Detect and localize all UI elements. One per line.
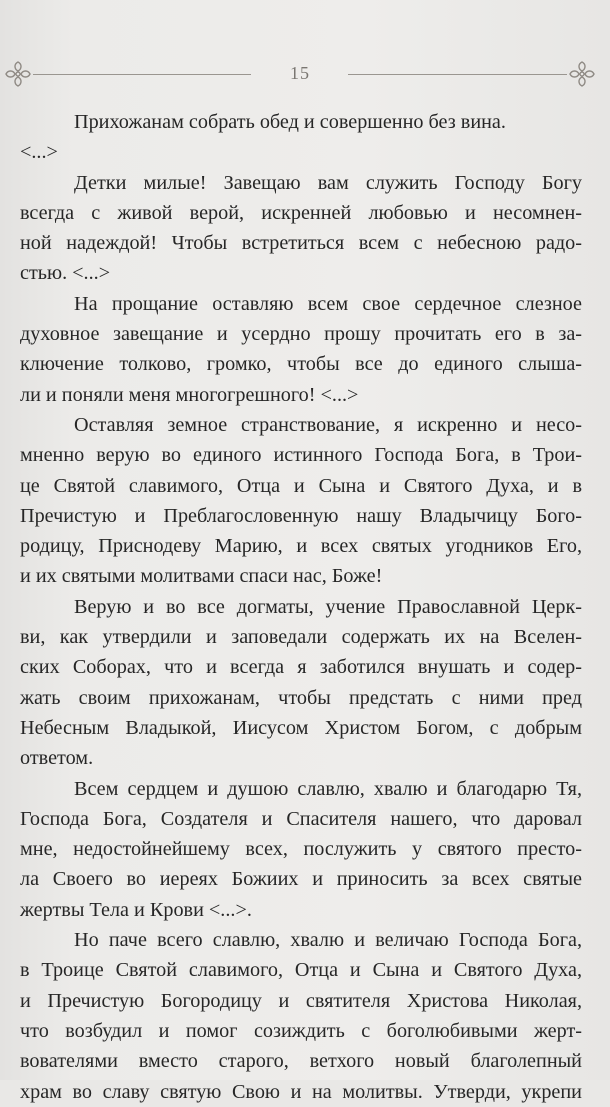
text-line: ли и поняли меня многогрешного! <...> [20,383,359,406]
text-line: храм во славу святую Свою и на молитвы. Утверди, укрепи [20,1080,582,1103]
text-line: что возбудил и помог созиждить с боголюбивыми жерт- [20,1019,582,1042]
text-line: и их святыми молитвами спаси нас, Боже! [20,565,383,588]
text-line: це Святой славимого, Отца и Сына и Святого Духа, и в [20,474,582,497]
text-line: духовное завещание и усердно прошу прочитать его в за- [20,323,582,346]
text-line: Но паче всего славлю, хвалю и величаю Господа Бога, [74,929,582,952]
page-header [0,58,610,90]
text-line: стью. <...> [20,262,111,285]
text-line: родицу, Приснодеву Марию, и всех святых угодников Его, [20,535,582,558]
text-line: мненно верую во единого истинного Господа Бога, в Трои- [20,444,582,467]
text-line: Всем сердцем и душою славлю, хвалю и благодарю Тя, [74,777,582,800]
text-line: мне, недостойнейшему всех, послужить у святого престо- [20,838,582,861]
text-line: в Троице Святой славимого, Отца и Сына и Святого Духа, [20,959,582,982]
text-line: На прощание оставляю всем свое сердечное слезное [74,292,582,315]
text-line: ла Своего во иереях Божиих и приносить за всех святые [20,868,582,891]
text-line: вователями вместо старого, ветхого новый благолепный [20,1050,582,1073]
text-line: ских Соборах, что и всегда я заботился внушать и содер- [20,656,582,679]
page-number: 15 [290,63,310,83]
text-line: Господа Бога, Создателя и Спасителя нашего, что даровал [20,807,582,830]
text-line: ключение толково, громко, чтобы все до единого слыша- [20,353,582,376]
text-line: ви, как утвердили и заповедали содержать их на Вселен- [20,626,582,649]
header-rule-right [348,74,567,75]
text-line: ответом. [20,747,94,770]
text-line: Прихожанам собрать обед и совершенно без вина. [74,111,506,133]
fleuron-ornament-icon [3,58,33,90]
text-line: Пречистую и Преблагословенную нашу Владычицу Бого- [20,504,582,527]
text-line: Оставляя земное странствование, я искренно и несо- [74,413,582,436]
text-line: жертвы Тела и Крови <...>. [20,898,252,921]
text-line: всегда с живой верой, искренней любовью и несомнен- [20,201,582,224]
header-rule-left [33,74,251,75]
fleuron-ornament-icon [567,58,597,90]
text-line: и Пречистую Богородицу и святителя Христова Николая, [20,989,582,1012]
body-text [20,107,582,1107]
text-line: Небесным Владыкой, Иисусом Христом Богом, с добрым [20,716,582,739]
text-line: Верую и во все догматы, учение Православной Церк- [74,595,582,618]
text-line: ной надеждой! Чтобы встретиться всем с небесною радо- [20,232,582,255]
text-line: жать своим прихожанам, чтобы предстать с ними пред [20,686,582,709]
text-line: Детки милые! Завещаю вам служить Господу Богу [74,171,582,194]
text-line: <...> [20,141,58,164]
